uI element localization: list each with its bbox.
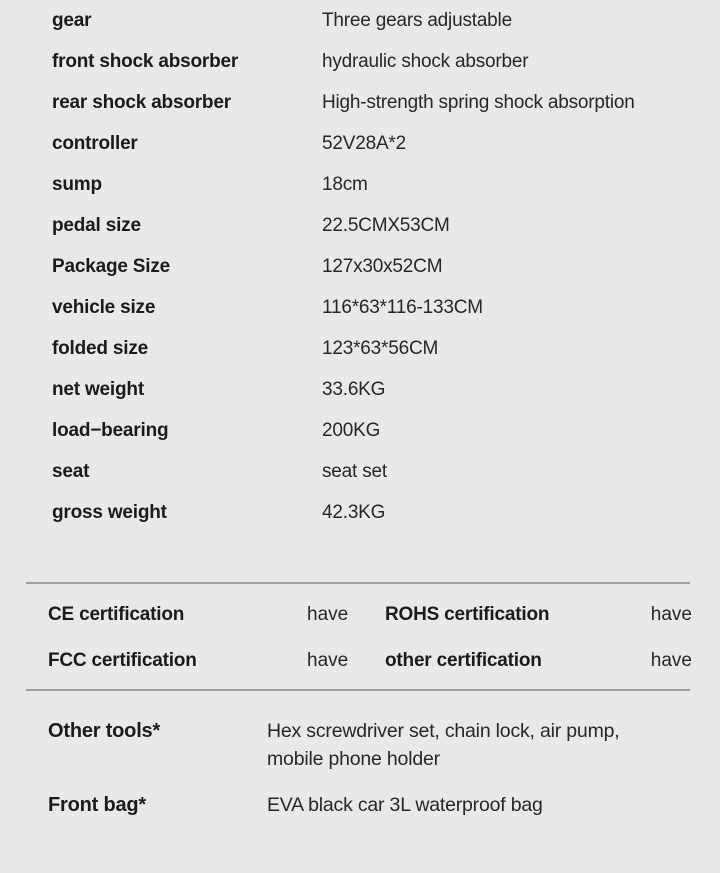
spec-value: Three gears adjustable — [322, 9, 512, 31]
spec-value: High-strength spring shock absorption — [322, 91, 635, 113]
spec-value: 116*63*116-133CM — [322, 296, 483, 318]
spec-label: rear shock absorber — [52, 91, 231, 113]
extra-row — [0, 787, 720, 819]
spec-row — [0, 492, 720, 533]
spec-label: sump — [52, 173, 102, 195]
cert-label: CE certification — [48, 604, 185, 625]
cert-value: have — [307, 650, 349, 671]
spec-value: 33.6KG — [322, 378, 386, 400]
extras-table — [0, 691, 720, 819]
spec-label: seat — [52, 460, 90, 482]
spec-label: gross weight — [52, 501, 167, 523]
certification-table — [0, 584, 720, 689]
extra-label: Front bag* — [48, 794, 146, 816]
spec-row — [0, 328, 720, 369]
spec-label: vehicle size — [52, 296, 156, 318]
spec-row — [0, 451, 720, 492]
spec-row — [0, 164, 720, 205]
spec-row — [0, 205, 720, 246]
extra-value: EVA black car 3L waterproof bag — [267, 794, 543, 816]
spec-label: load−bearing — [52, 419, 169, 441]
spec-value: 22.5CMX53CM — [322, 214, 450, 236]
certification-row — [0, 638, 720, 684]
spec-label: Package Size — [52, 255, 171, 277]
spec-row — [0, 369, 720, 410]
spec-value: 18cm — [322, 173, 368, 195]
spec-label: folded size — [52, 337, 148, 359]
spec-value: 200KG — [322, 419, 381, 441]
spec-value: 52V28A*2 — [322, 132, 406, 154]
spec-row — [0, 0, 720, 41]
spec-label: gear — [52, 9, 92, 31]
spec-row — [0, 123, 720, 164]
spec-row — [0, 41, 720, 82]
extra-label: Other tools* — [48, 720, 161, 742]
cert-label: other certification — [385, 650, 542, 671]
spec-row — [0, 287, 720, 328]
spec-label: controller — [52, 132, 138, 154]
spec-value: 42.3KG — [322, 501, 386, 523]
certification-row — [0, 592, 720, 638]
cert-value: have — [650, 650, 692, 671]
cert-label: ROHS certification — [385, 604, 550, 625]
extra-value: Hex screwdriver set, chain lock, air pump, mobile phone holder — [267, 720, 620, 770]
spec-label: net weight — [52, 378, 144, 400]
spec-label: pedal size — [52, 214, 141, 236]
cert-label: FCC certification — [48, 650, 197, 671]
extra-row — [0, 713, 720, 773]
spec-label: front shock absorber — [52, 50, 239, 72]
spec-row — [0, 246, 720, 287]
spec-row — [0, 410, 720, 451]
spec-value: 123*63*56CM — [322, 337, 439, 359]
cert-value: have — [307, 604, 349, 625]
spec-value: hydraulic shock absorber — [322, 50, 529, 72]
cert-value: have — [650, 604, 692, 625]
spec-value: 127x30x52CM — [322, 255, 443, 277]
spec-row — [0, 82, 720, 123]
spec-value: seat set — [322, 460, 387, 482]
